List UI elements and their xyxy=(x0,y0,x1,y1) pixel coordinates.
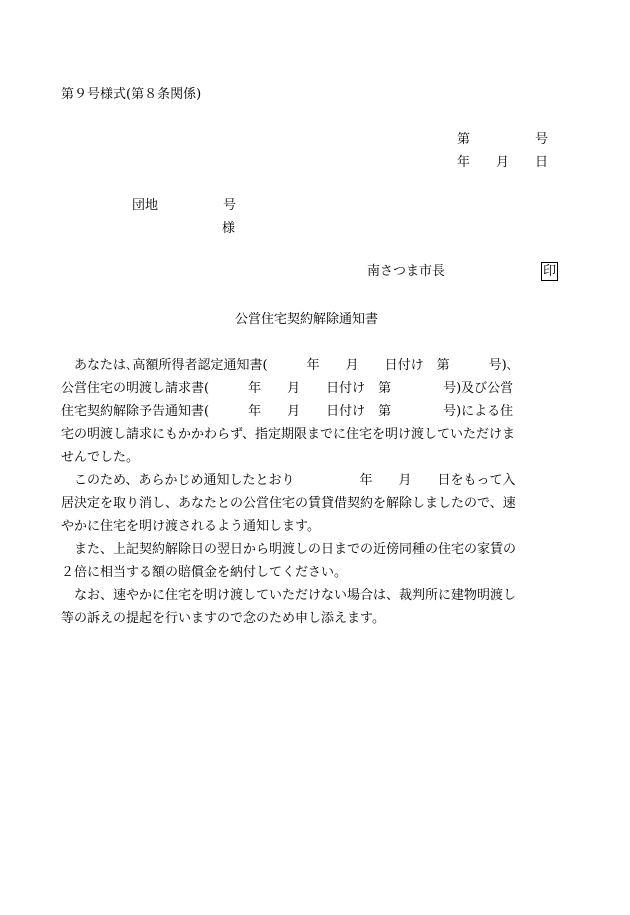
document-number: 第 号 xyxy=(457,132,549,147)
body-line: ２倍に相当する額の賠償金を納付してください。 xyxy=(61,565,348,580)
sender-title: 南さつま市長 xyxy=(367,264,446,279)
body-line: あなたは､高額所得者認定通知書( 年 月 日付け 第 号)､ xyxy=(61,358,514,373)
body-line: 住宅契約解除予告通知書( 年 月 日付け 第 号)による住 xyxy=(61,404,514,419)
document-date: 年 月 日 xyxy=(457,155,549,170)
form-number: 第９号様式(第８条関係) xyxy=(61,87,202,102)
body-line: 公営住宅の明渡し請求書( 年 月 日付け 第 号)及び公営 xyxy=(61,381,514,396)
seal-stamp: 印 xyxy=(542,264,556,279)
body-line: 宅の明渡し請求にもかかわらず、指定期限までに住宅を明け渡していただけま xyxy=(61,427,515,442)
body-line: なお、速やかに住宅を明け渡していただけない場合は、裁判所に建物明渡し xyxy=(61,588,517,603)
body-line: このため、あらかじめ通知したとおり 年 月 日をもって入 xyxy=(61,473,516,488)
body-line: やかに住宅を明け渡されるよう通知します。 xyxy=(61,519,320,534)
body-line: 居決定を取り消し、あなたとの公営住宅の賃貸借契約を解除しましたので、速 xyxy=(61,496,516,511)
recipient-honorific: 様 xyxy=(222,221,236,236)
body-line: せんでした。 xyxy=(61,450,140,465)
body-line: また、上記契約解除日の翌日から明渡しの日までの近傍同種の住宅の家賃の xyxy=(61,542,517,557)
body-line: 等の訴えの提起を行いますので念のため申し添えます。 xyxy=(61,611,385,626)
recipient-address: 団地 号 xyxy=(132,198,237,213)
document-title: 公営住宅契約解除通知書 xyxy=(235,312,379,327)
